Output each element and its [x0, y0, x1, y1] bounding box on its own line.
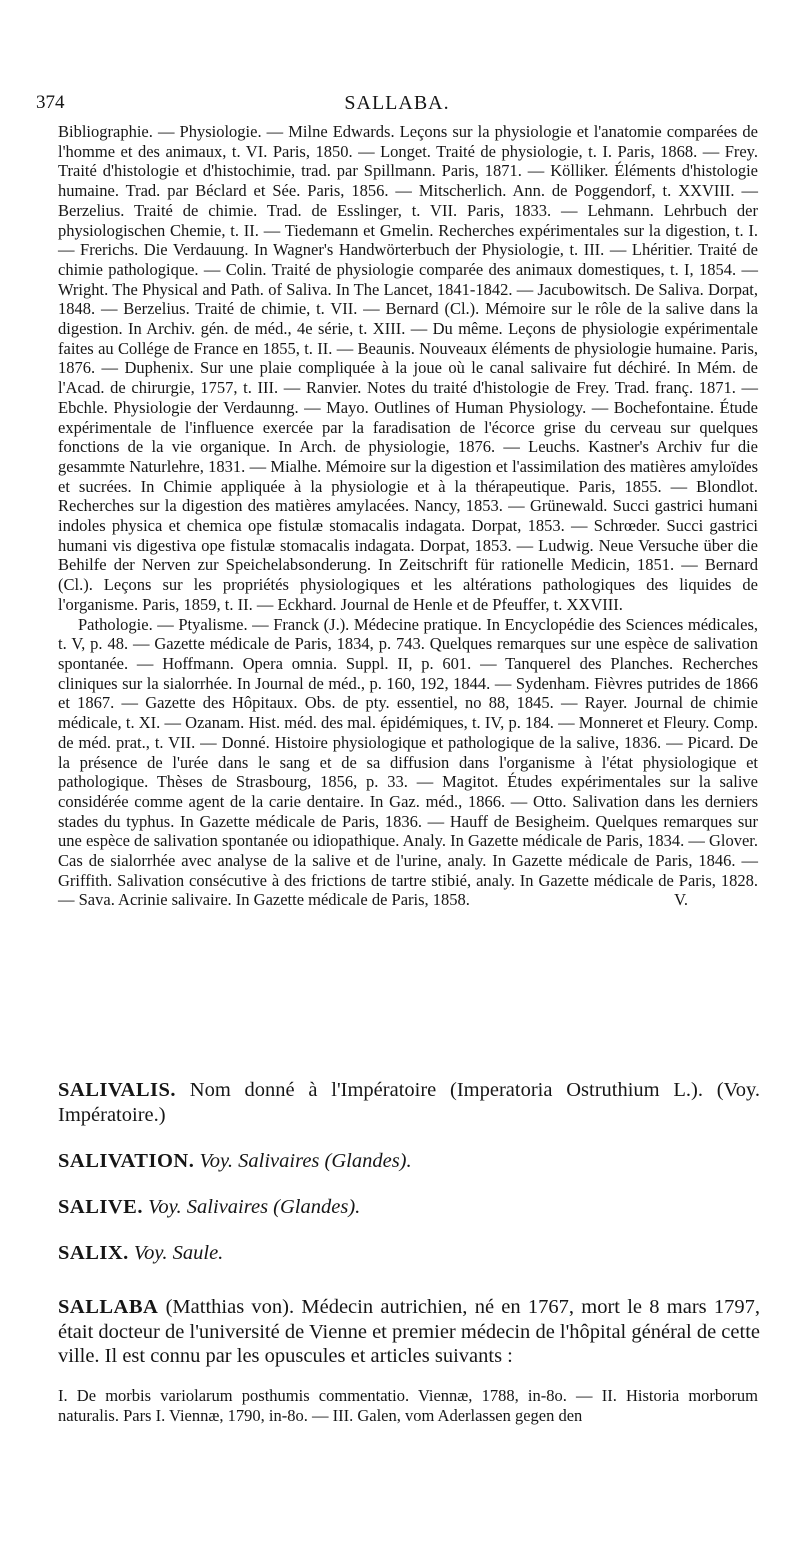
entry-headword: SALIVE.	[58, 1196, 143, 1218]
entry-text: Voy. Salivaires (Glandes).	[148, 1196, 361, 1218]
entry-text: Nom donné à l'Impératoire (Imperatoria Ostruthium L.). (Voy. Impératoire.)	[58, 1079, 760, 1126]
pathologie-text: Pathologie. — Ptyalisme. — Franck (J.). Médecine pratique. In Encyclopédie des Sciences médicales, t. V, p. 48. — Gazette médicale de Paris, 1834, p. 743. Quelques remarques sur une espèce de salivation spontanée. — Hoffmann. Opera omnia. Suppl. II, p. 601. — Tanquerel des Planches. Recherches cliniques sur la sialorrhée. In Journal de méd., p. 160, 192, 1844. — Sydenham. Fièvres putrides de 1866 et 1867. — Gazette des Hôpitaux. Obs. de pty. essentiel, no 88, 1845. — Rayer. Journal de chimie médicale, t. XI. — Ozanam. Hist. méd. des mal. épidémiques, t. IV, p. 184. — Monneret et Fleury. Comp. de méd. prat., t. VII. — Donné. Histoire physiologique et pathologique de la salive, 1836. — Picard. De la présence de l'urée dans le sang et de sa diffusion dans l'organisme à l'état physiologique et pathologique. Thèses de Strasbourg, 1856, p. 33. — Magitot. Études expérimentales sur la salive considérée comme agent de la carie dentaire. In Gaz. méd., 1866. — Otto. Salivation dans les derniers stades du typhus. In Gazette médicale de Paris, 1836. — Hauff de Besigheim. Quelques remarques sur une espèce de salivation spontanée ou idiopathique. Analy. In Gazette médicale de Paris, 1834. — Glover. Cas de sialorrhée avec analyse de la salive et de l'urine, analy. In Gazette médicale de Paris, 1846. — Griffith. Salivation consécutive à des frictions de tartre stibié, analy. In Gazette médicale de Paris, 1828. — Sava. Acrinie salivaire. In Gazette médicale de Paris, 1858.	[58, 614, 758, 910]
bibliography-physiologie: Bibliographie. — Physiologie. — Milne Edwards. Leçons sur la physiologie et l'anatomie comparées de l'homme et des animaux, t. VI. Paris, 1850. — Longet. Traité de physiologie, t. I. Paris, 1868. — Frey. Traité d'histologie et d'histochimie, trad. par Spillmann. Paris, 1871. — Kölliker. Éléments d'histologie humaine. Trad. par Béclard et Sée. Paris, 1856. — Mitscherlich. Ann. de Poggendorf, t. XXVIII. — Berzelius. Traité de chimie. Trad. de Esslinger, t. VII. Paris, 1833. — Lehmann. Lehrbuch der physiologischen Chemie, t. II. — Tiedemann et Gmelin. Recherches expérimentales sur la digestion, t. I. — Frerichs. Die Verdauung. In Wagner's Handwörterbuch der Physiologie, t. III. — Lhéritier. Traité de chimie pathologique. — Colin. Traité de physiologie comparée des animaux domestiques, t. I, 1854. — Wright. The Physical and Path. of Saliva. In The Lancet, 1841-1842. — Jacubowitsch. De Saliva. Dorpat, 1848. — Berzelius. Traité de chimie, t. VII. — Bernard (Cl.). Mémoire sur le rôle de la salive dans la digestion. In Archiv. gén. de méd., 4e série, t. XIII. — Du même. Leçons de physiologie expérimentale faites au Collége de France en 1855, t. II. — Beaunis. Nouveaux éléments de physiologie humaine. Paris, 1876. — Duphenix. Sur une plaie compliquée à la joue où le canal salivaire fut déchiré. In Mém. de l'Acad. de chirurgie, 1757, t. III. — Ranvier. Notes du traité d'histologie de Frey. Trad. franç. 1871. — Ebchle. Physiologie der Verdaunng. — Mayo. Outlines of Human Physiology. — Bochefontaine. Étude expérimentale de l'influence exercée par la faradisation de l'écorce grise du cerveau sur quelques fonctions de la vie organique. In Arch. de physiologie, 1876. — Leuchs. Kastner's Archiv fur die gesammte Naturlehre, 1831. — Mialhe. Mémoire sur la digestion et l'assimilation des matières amyloïdes et sucrées. In Chimie appliquée à la physiologie et à la thérapeutique. Paris, 1855. — Blondlot. Recherches sur la digestion des matières amylacées. Nancy, 1853. — Grünewald. Succi gastrici humani indoles physica et chemica ope fistulæ stomacalis indagata. Dorpat, 1853. — Schrœder. Succi gastrici humani vis digestiva ope fistulæ stomacalis indagata. Dorpat, 1853. — Ludwig. Neue Versuche über die Behilfe der Nerven zur Speichelabsonderung. In Zeitschrift für rationelle Medicin, 1851. — Bernard (Cl.). Leçons sur les propriétés physiologiques et les altérations pathologiques des liquides de l'organisme. Paris, 1859, t. II. — Eckhard. Journal de Henle et de Pfeuffer, t. XXVIII.	[58, 122, 758, 614]
entry-salivation	[58, 1149, 760, 1174]
bibliography-pathologie	[58, 615, 758, 911]
author-signature: V.	[674, 890, 688, 910]
entry-salive	[58, 1195, 760, 1220]
entry-sallaba	[58, 1295, 760, 1369]
entry-headword: SALLABA	[58, 1296, 159, 1318]
entry-text: Voy. Saule.	[133, 1242, 224, 1264]
entry-salix	[58, 1241, 760, 1266]
entry-headword: SALIVALIS.	[58, 1079, 177, 1101]
entry-salivalis	[58, 1078, 760, 1128]
entry-headword: SALIVATION.	[58, 1150, 195, 1172]
entry-headword: SALIX.	[58, 1242, 129, 1264]
page-number: 374	[36, 92, 65, 113]
sallaba-works-list: I. De morbis variolarum posthumis commentatio. Viennæ, 1788, in-8o. — II. Historia morborum naturalis. Pars I. Viennæ, 1790, in-8o. — III. Galen, vom Aderlassen gegen den	[58, 1386, 758, 1425]
entry-text: (Matthias von). Médecin autrichien, né en 1767, mort le 8 mars 1797, était docteur de l'université de Vienne et premier médecin de l'hôpital général de cette ville. Il est connu par les opuscules et articles suivants :	[58, 1296, 761, 1367]
bibliography-block	[58, 122, 758, 910]
running-head: SALLABA.	[344, 92, 450, 114]
page-header	[36, 92, 758, 116]
entry-text: Voy. Salivaires (Glandes).	[199, 1150, 412, 1172]
short-entries	[58, 1078, 760, 1287]
